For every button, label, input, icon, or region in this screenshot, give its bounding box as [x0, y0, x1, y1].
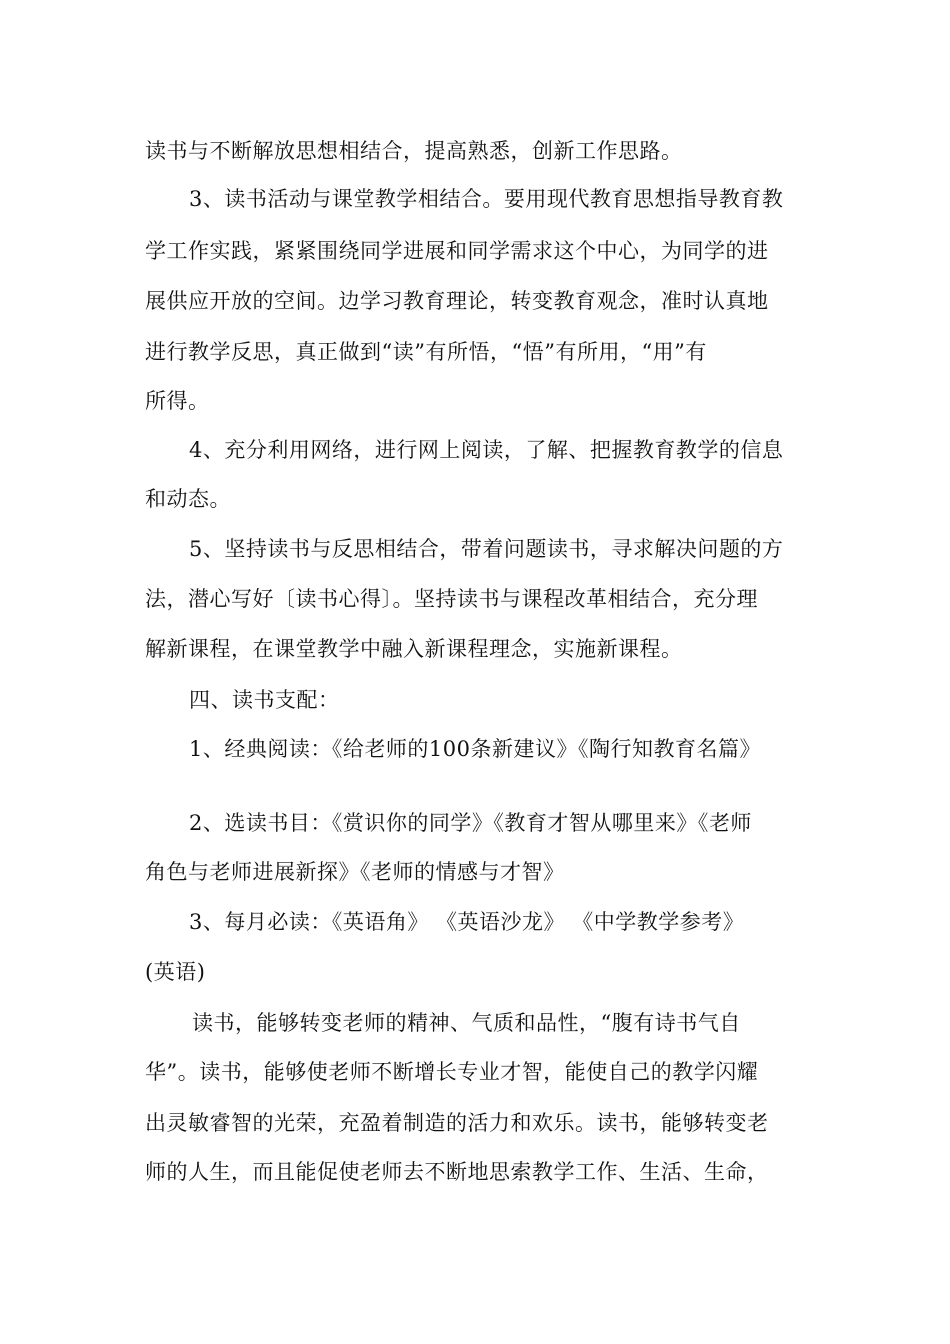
paragraph-line: 学工作实践，紧紧围绕同学进展和同学需求这个中心，为同学的进: [145, 239, 769, 263]
paragraph-line: 角色与老师进展新探》《老师的情感与才智》: [145, 860, 565, 884]
section-heading: 四、读书支配：: [189, 688, 340, 712]
paragraph-line: 和动态。: [145, 487, 231, 511]
paragraph-line: 出灵敏睿智的光荣，充盈着制造的活力和欢乐。读书，能够转变老: [145, 1111, 769, 1135]
paragraph-line: 所得。: [145, 389, 210, 413]
paragraph-line: 法，潜心写好〔读书心得〕。坚持读书与课程改革相结合，充分理: [145, 587, 758, 611]
paragraph-line: (英语): [145, 960, 206, 984]
paragraph-line: 解新课程，在课堂教学中融入新课程理念，实施新课程。: [145, 637, 683, 661]
paragraph-line: 1、经典阅读：《给老师的100条新建议》《陶行知教育名篇》: [189, 737, 761, 761]
paragraph-line: 4、充分利用网络，进行网上阅读，了解、把握教育教学的信息: [189, 438, 784, 462]
paragraph-line: 读书，能够转变老师的精神、气质和品性，“腹有诗书气自: [192, 1011, 741, 1035]
paragraph-line: 5、坚持读书与反思相结合，带着问题读书，寻求解决问题的方: [189, 537, 784, 561]
paragraph-line: 展供应开放的空间。边学习教育理论，转变教育观念，准时认真地: [145, 289, 769, 313]
paragraph-line: 3、每月必读：《英语角》 《英语沙龙》 《中学教学参考》: [189, 910, 745, 934]
paragraph-line: 华”。读书，能够使老师不断增长专业才智，能使自己的教学闪耀: [145, 1060, 759, 1084]
paragraph-line: 2、选读书目：《赏识你的同学》《教育才智从哪里来》《老师: [189, 811, 752, 835]
paragraph-line: 读书与不断解放思想相结合，提高熟悉，创新工作思路。: [145, 139, 683, 163]
paragraph-line: 进行教学反思，真正做到“读”有所悟，“悟”有所用，“用”有: [145, 340, 707, 364]
paragraph-line: 师的人生，而且能促使老师去不断地思索教学工作、生活、生命，: [145, 1160, 769, 1184]
paragraph-line: 3、读书活动与课堂教学相结合。要用现代教育思想指导教育教: [189, 187, 784, 211]
